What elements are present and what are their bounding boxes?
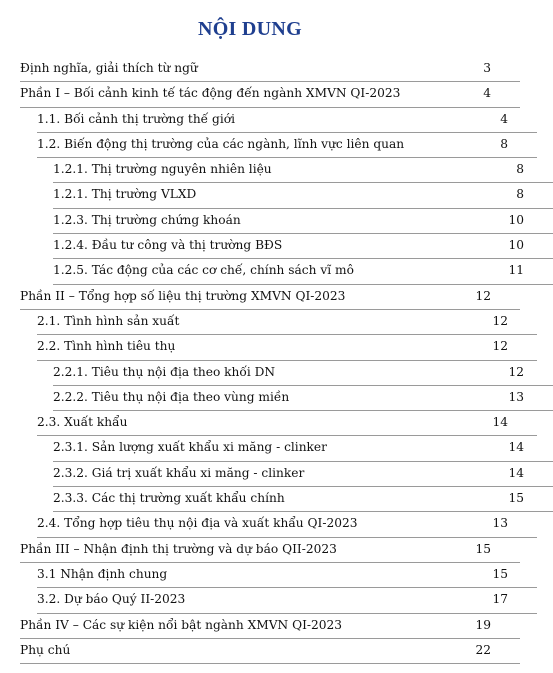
toc-entry-page: 10 bbox=[508, 212, 524, 227]
toc-entry[interactable] bbox=[53, 158, 553, 183]
toc-entry-label: Phần IV – Các sự kiện nổi bật ngành XMVN QI-2023 bbox=[20, 617, 343, 632]
toc-entry-label: 1.2.5. Tác động của các cơ chế, chính sách vĩ mô bbox=[53, 263, 354, 278]
toc-entry-page: 15 bbox=[475, 541, 491, 556]
toc-entry-page: 8 bbox=[516, 187, 524, 202]
toc-entry[interactable] bbox=[20, 614, 520, 639]
toc-entry-label: 3.1 Nhận định chung bbox=[37, 566, 168, 581]
toc-entry-page: 13 bbox=[508, 389, 524, 404]
toc-entry[interactable] bbox=[20, 285, 520, 310]
toc-entry-label: 2.3. Xuất khẩu bbox=[37, 415, 128, 430]
toc-entry-label: Phần III – Nhận định thị trường và dự báo QII-2023 bbox=[20, 541, 337, 556]
toc-entry[interactable] bbox=[53, 386, 553, 411]
toc-entry-page: 8 bbox=[516, 162, 524, 177]
toc-entry-page: 13 bbox=[492, 516, 508, 531]
toc-entry[interactable] bbox=[53, 361, 553, 386]
toc-entry-label: 2.3.2. Giá trị xuất khẩu xi măng - clinker bbox=[53, 465, 305, 480]
toc-entry[interactable] bbox=[20, 639, 520, 664]
toc-entry[interactable] bbox=[53, 183, 553, 208]
toc-entry-page: 12 bbox=[492, 339, 508, 354]
toc-entry-label: 2.3.3. Các thị trường xuất khẩu chính bbox=[53, 491, 285, 506]
toc-entry-page: 4 bbox=[483, 86, 491, 101]
toc-entry-page: 22 bbox=[475, 642, 491, 657]
toc-entry-label: Định nghĩa, giải thích từ ngữ bbox=[20, 61, 198, 75]
toc-entry[interactable] bbox=[37, 310, 537, 335]
toc-entry[interactable] bbox=[37, 588, 537, 613]
toc-entry-label: 1.1. Bối cảnh thị trường thế giới bbox=[37, 111, 235, 126]
toc-entry[interactable] bbox=[53, 462, 553, 487]
toc-entry[interactable] bbox=[37, 411, 537, 436]
toc-entry[interactable] bbox=[37, 512, 537, 537]
toc-entry-page: 3 bbox=[483, 61, 491, 75]
toc-entry[interactable] bbox=[20, 82, 520, 107]
toc-entry-page: 15 bbox=[508, 491, 524, 506]
toc-entry[interactable] bbox=[53, 259, 553, 284]
toc-entry-label: 2.1. Tình hình sản xuất bbox=[37, 313, 180, 328]
toc-entry[interactable] bbox=[37, 563, 537, 588]
toc-entry-label: 2.3.1. Sản lượng xuất khẩu xi măng - clinker bbox=[53, 440, 327, 455]
toc-entry[interactable] bbox=[53, 209, 553, 234]
toc-entry-page: 10 bbox=[508, 238, 524, 253]
toc-entry[interactable] bbox=[37, 335, 537, 360]
toc-entry-label: Phần II – Tổng hợp số liệu thị trường XMVN QI-2023 bbox=[20, 288, 346, 303]
toc-entry-page: 12 bbox=[508, 364, 524, 379]
toc-entry[interactable] bbox=[53, 487, 553, 512]
toc-entry[interactable] bbox=[53, 234, 553, 259]
toc-entry-page: 14 bbox=[508, 440, 524, 455]
toc-entry-label: 1.2.4. Đầu tư công và thị trường BĐS bbox=[53, 238, 283, 253]
toc-entry-page: 4 bbox=[500, 111, 508, 126]
toc-entry-label: 1.2.1. Thị trường VLXD bbox=[53, 187, 197, 202]
toc-entry[interactable] bbox=[20, 538, 520, 563]
toc-entry[interactable] bbox=[37, 108, 537, 133]
toc-entry-label: 2.2.2. Tiêu thụ nội địa theo vùng miền bbox=[53, 389, 290, 404]
page-title: NỘI DUNG bbox=[197, 18, 303, 40]
toc-entry[interactable] bbox=[37, 133, 537, 158]
toc-entry-page: 15 bbox=[492, 566, 508, 581]
toc-entry[interactable] bbox=[53, 436, 553, 461]
toc-entry-label: Phụ chú bbox=[20, 642, 71, 657]
toc-entry-label: 3.2. Dự báo Quý II-2023 bbox=[37, 592, 186, 607]
toc-entry-page: 12 bbox=[475, 288, 491, 303]
toc-entry-page: 17 bbox=[492, 592, 508, 607]
table-of-contents bbox=[0, 57, 524, 664]
toc-entry-page: 8 bbox=[500, 136, 508, 151]
toc-entry-page: 14 bbox=[508, 465, 524, 480]
toc-entry-page: 11 bbox=[508, 263, 524, 278]
toc-entry-label: 1.2. Biến động thị trường của các ngành, lĩnh vực liên quan bbox=[37, 136, 405, 151]
toc-entry-label: 2.4. Tổng hợp tiêu thụ nội địa và xuất khẩu QI-2023 bbox=[37, 516, 358, 531]
toc-entry-page: 19 bbox=[475, 617, 491, 632]
toc-entry-label: 2.2.1. Tiêu thụ nội địa theo khối DN bbox=[53, 364, 276, 379]
toc-entry-label: 1.2.1. Thị trường nguyên nhiên liệu bbox=[53, 162, 272, 177]
toc-entry-label: 1.2.3. Thị trường chứng khoán bbox=[53, 212, 241, 227]
toc-entry-page: 12 bbox=[492, 313, 508, 328]
toc-entry-label: Phần I – Bối cảnh kinh tế tác động đến ngành XMVN QI-2023 bbox=[20, 86, 401, 101]
toc-entry-label: 2.2. Tình hình tiêu thụ bbox=[37, 339, 176, 354]
toc-entry-page: 14 bbox=[492, 415, 508, 430]
toc-entry[interactable] bbox=[20, 57, 520, 82]
